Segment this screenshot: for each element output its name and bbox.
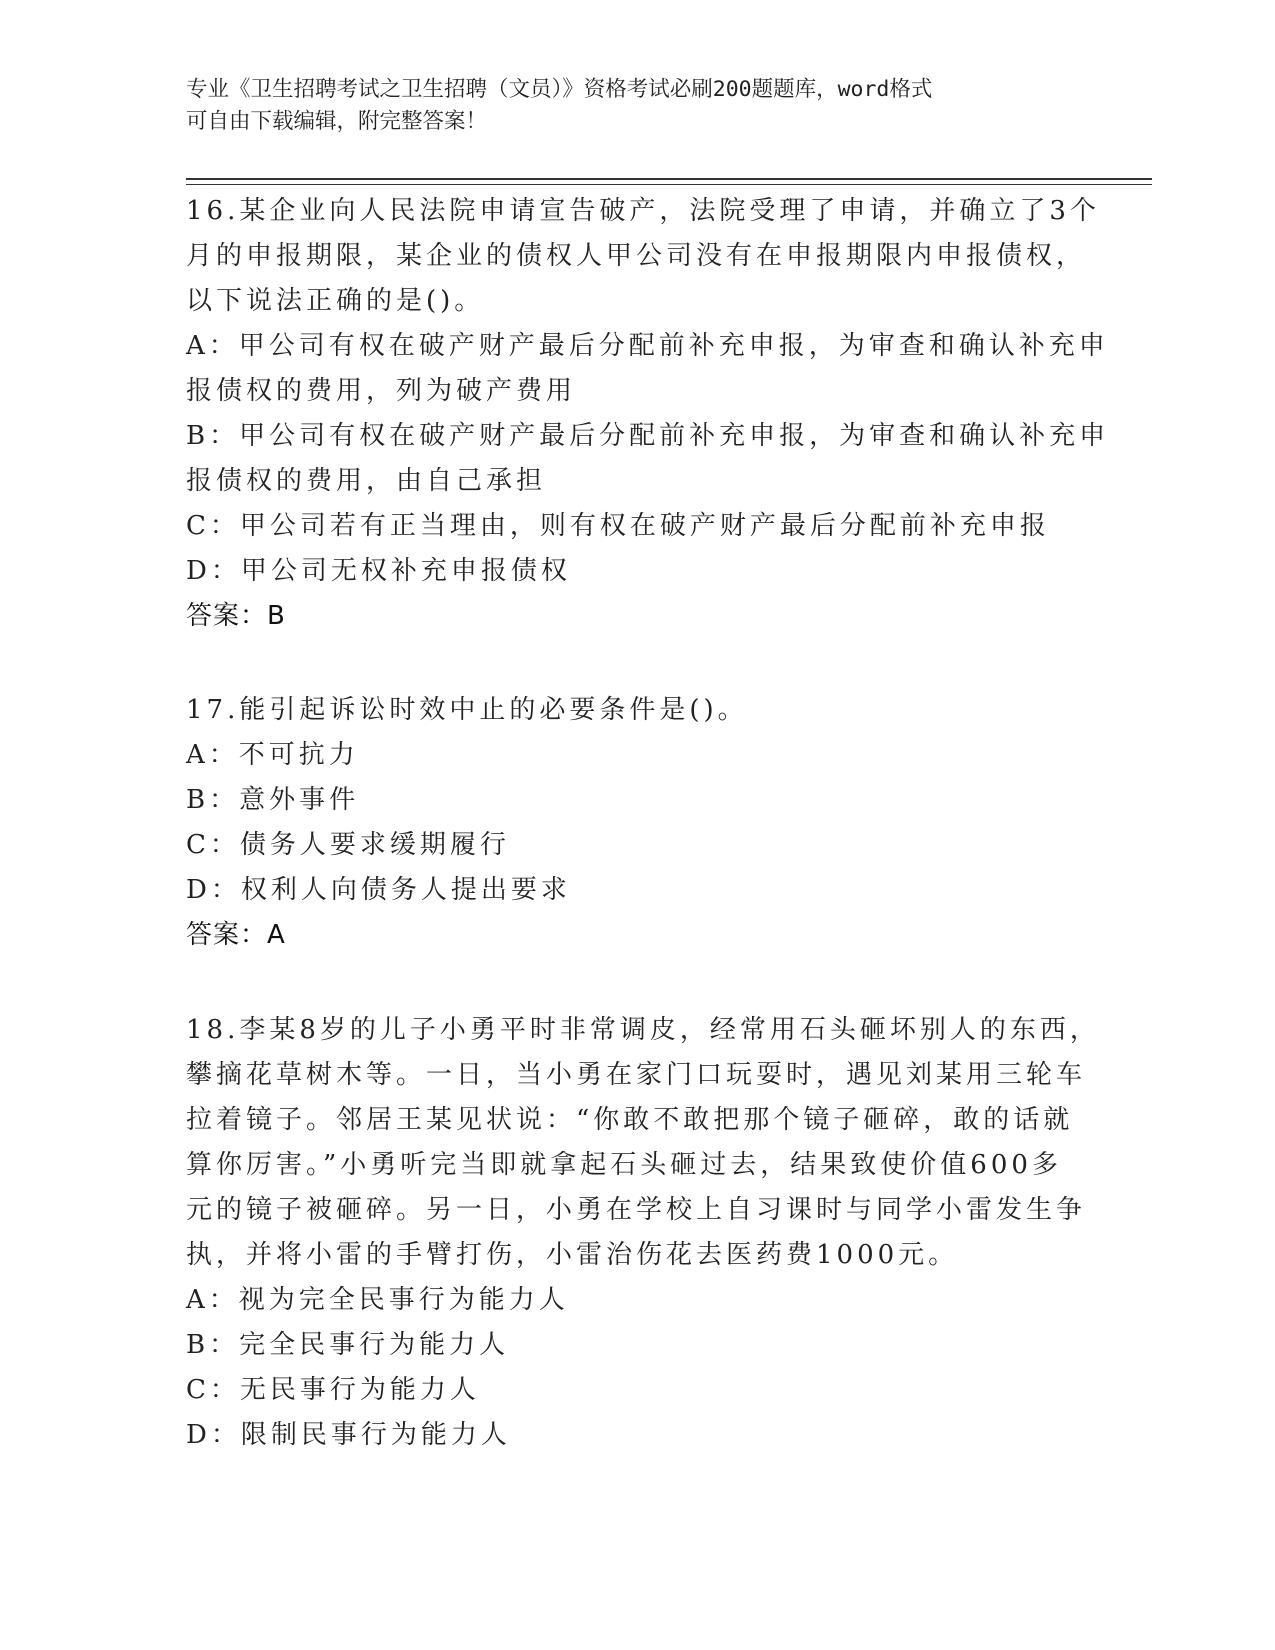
question-17	[186, 688, 1066, 958]
question-stem-line: 算你厉害。”小勇听完当即就拿起石头砸过去，结果致使价值600多	[186, 1150, 1062, 1180]
question-stem-line: 16.某企业向人民法院申请宣告破产，法院受理了申请，并确立了3个	[186, 196, 1100, 226]
option-a: A：甲公司有权在破产财产最后分配前补充申报，为审查和确认补充申	[186, 331, 1109, 361]
option-d: D：甲公司无权补充申报债权	[186, 556, 571, 586]
option-d: D：限制民事行为能力人	[186, 1420, 511, 1450]
header-divider-thick	[186, 178, 1152, 180]
option-a-continued: 报债权的费用，列为破产费用	[186, 376, 577, 406]
answer-label: 答案：A	[186, 920, 286, 950]
question-stem-line: 月的申报期限，某企业的债权人甲公司没有在申报期限内申报债权，	[186, 241, 1087, 271]
option-b: B：意外事件	[186, 785, 360, 815]
question-stem-line: 以下说法正确的是()。	[186, 286, 485, 316]
option-c: C：无民事行为能力人	[186, 1375, 480, 1405]
option-c: C：甲公司若有正当理由，则有权在破产财产最后分配前补充申报	[186, 511, 1050, 541]
question-stem-line: 元的镜子被砸碎。另一日，小勇在学校上自习课时与同学小雷发生争	[186, 1195, 1087, 1225]
option-b: B：甲公司有权在破产财产最后分配前补充申报，为审查和确认补充申	[186, 421, 1110, 451]
option-c: C：债务人要求缓期履行	[186, 830, 510, 860]
answer-label: 答案：B	[186, 601, 286, 631]
option-a: A：不可抗力	[186, 740, 359, 770]
question-stem-line: 拉着镜子。邻居王某见状说：“你敢不敢把那个镜子砸碎，敢的话就	[186, 1105, 1074, 1135]
header-line: 可自由下载编辑，附完整答案！	[186, 109, 488, 134]
question-stem-line: 18.李某8岁的儿子小勇平时非常调皮，经常用石头砸坏别人的东西，	[186, 1015, 1100, 1045]
question-stem-line: 17.能引起诉讼时效中止的必要条件是()。	[186, 695, 748, 725]
option-d: D：权利人向债务人提出要求	[186, 875, 571, 905]
header-divider-thin	[186, 184, 1152, 185]
option-a: A：视为完全民事行为能力人	[186, 1285, 569, 1315]
question-18	[186, 1008, 1100, 1458]
question-16	[186, 189, 1110, 639]
option-b: B：完全民事行为能力人	[186, 1330, 510, 1360]
option-b-continued: 报债权的费用，由自己承担	[186, 466, 547, 496]
header-line: 专业《卫生招聘考试之卫生招聘（文员）》资格考试必刷200题题库，word格式	[186, 77, 933, 102]
document-header	[186, 74, 1086, 138]
question-stem-line: 执，并将小雷的手臂打伤，小雷治伤花去医药费1000元。	[186, 1240, 959, 1270]
question-stem-line: 攀摘花草树木等。一日，当小勇在家门口玩耍时，遇见刘某用三轮车	[186, 1060, 1087, 1090]
